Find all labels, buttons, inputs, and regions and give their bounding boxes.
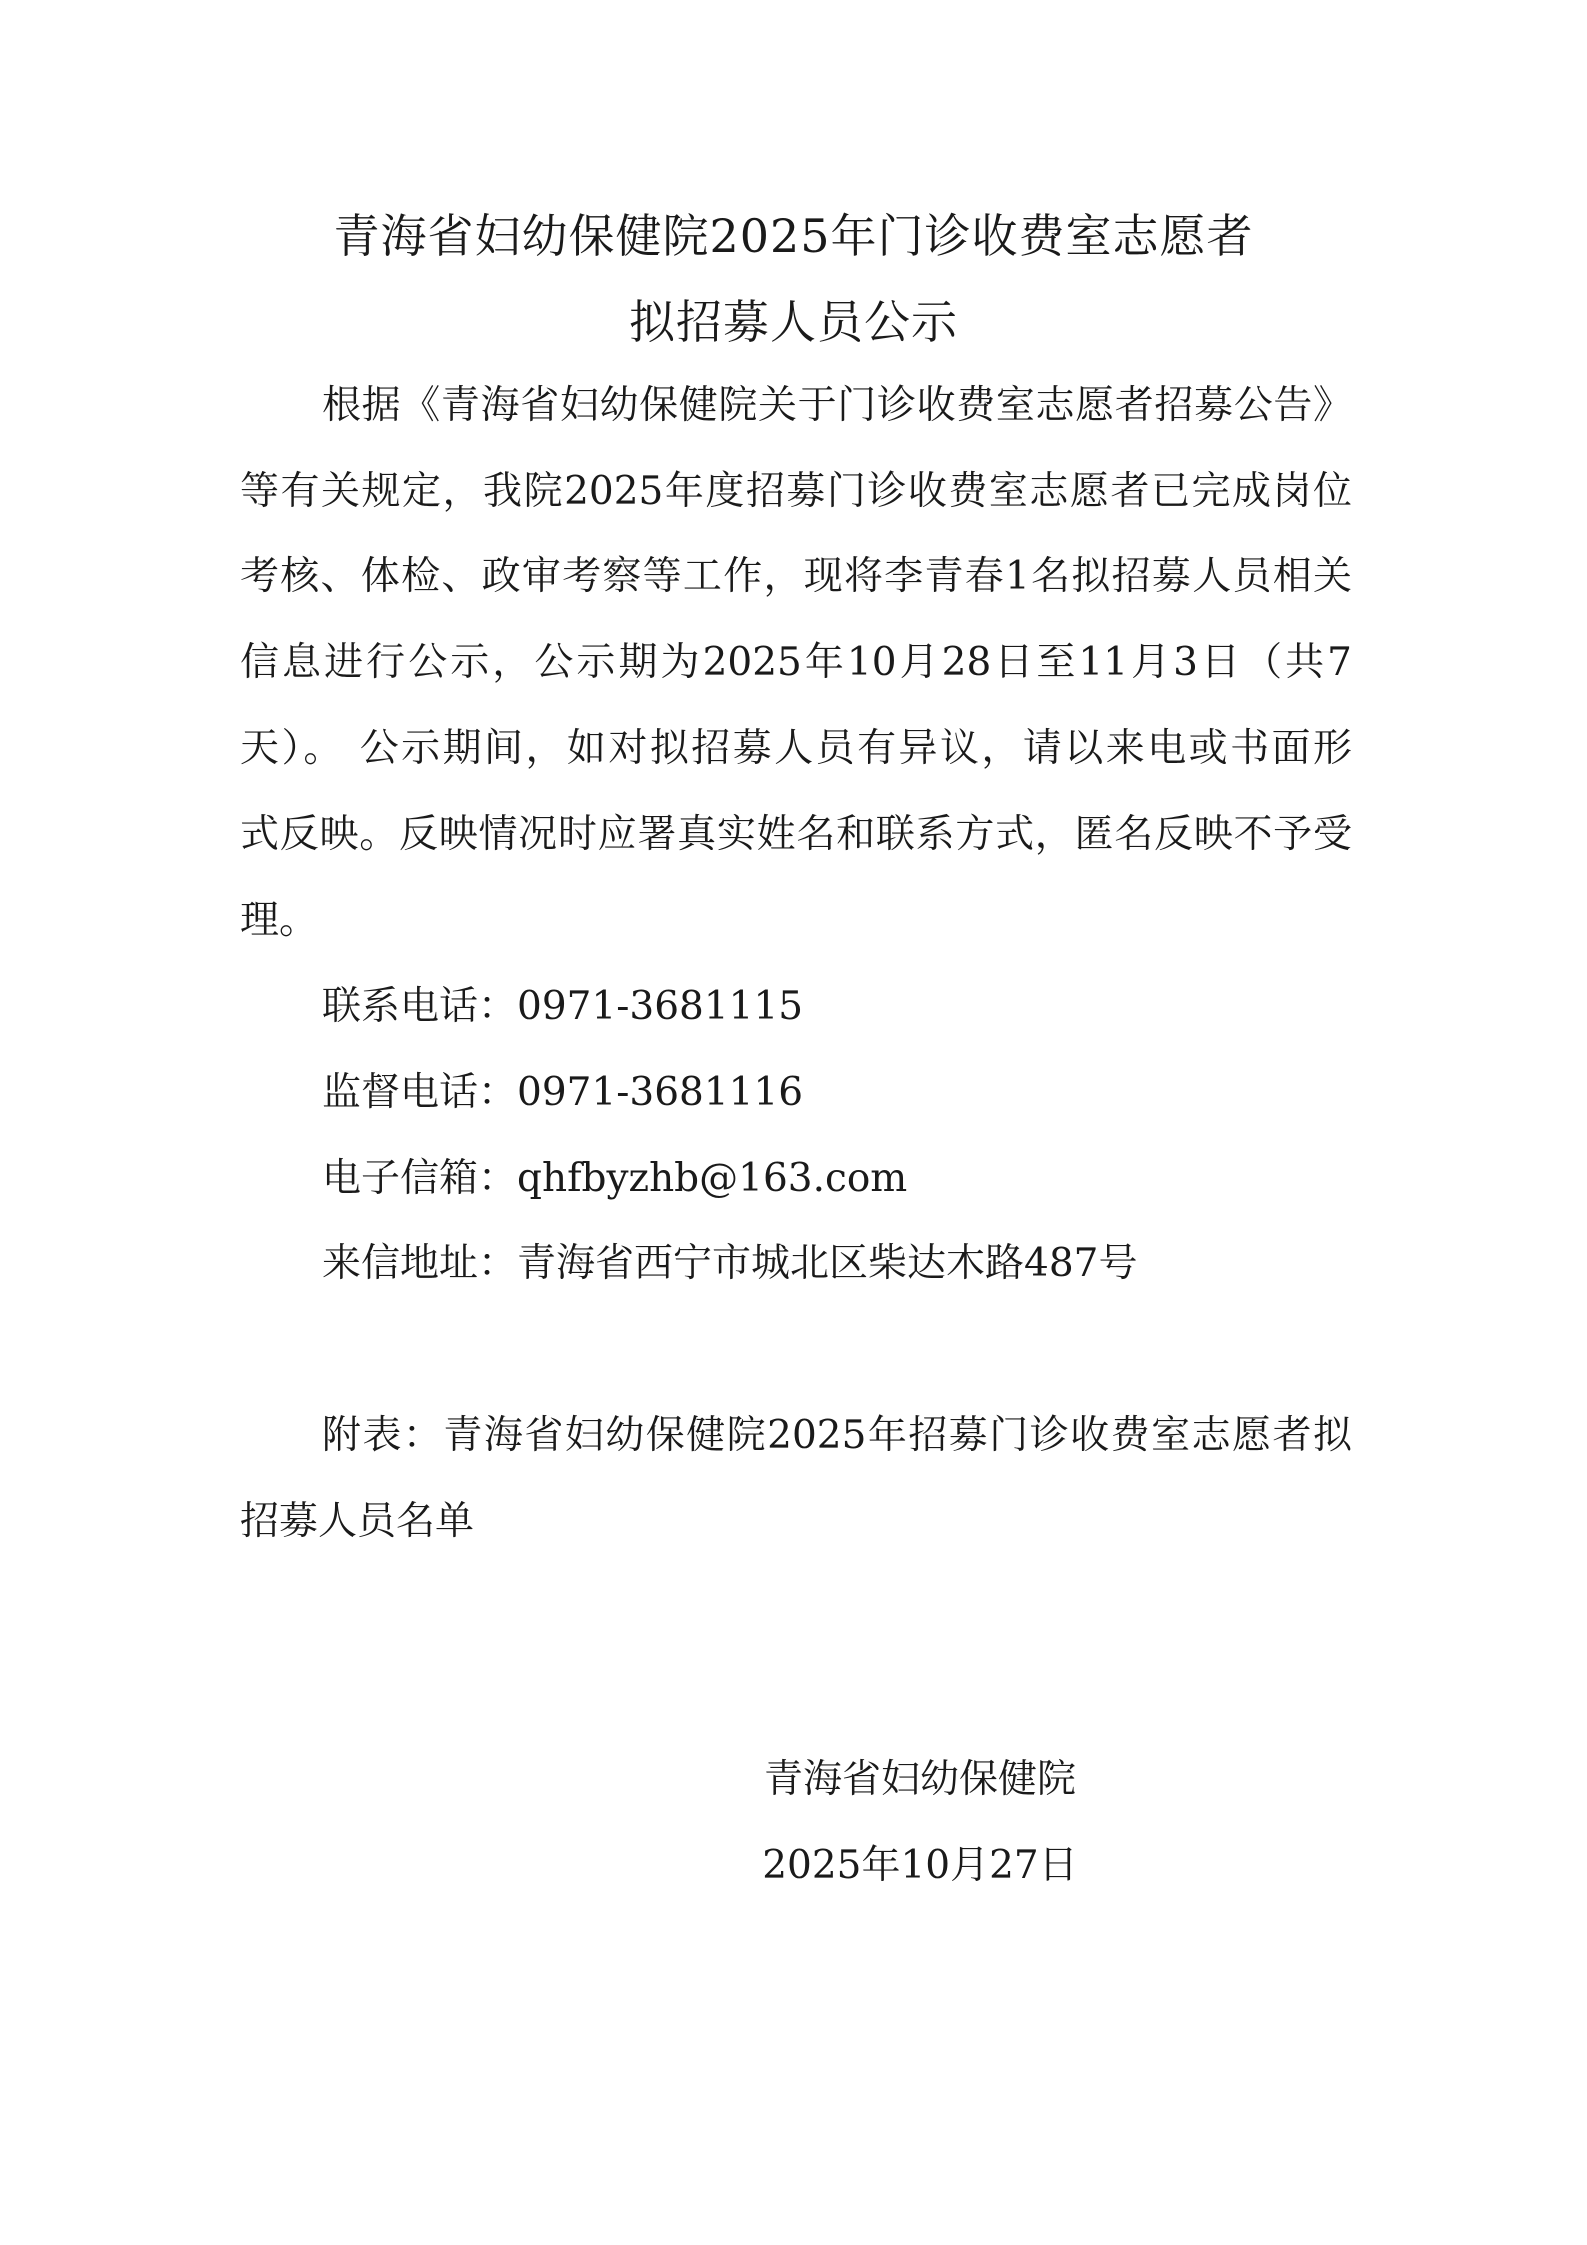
contact-phone: 联系电话：0971-3681115 <box>322 984 804 1029</box>
paragraph-line: 根据《青海省妇幼保健院关于门诊收费室志愿者招募公告》 <box>322 383 1352 428</box>
supervision-phone: 监督电话：0971-3681116 <box>322 1070 804 1115</box>
attachment-line-1: 附表：青海省妇幼保健院2025年招募门诊收费室志愿者拟 <box>322 1413 1352 1458</box>
attachment-line-2: 招募人员名单 <box>240 1499 475 1544</box>
paragraph-line: 式反映。反映情况时应署真实姓名和联系方式，匿名反映不予受 <box>240 812 1352 857</box>
paragraph-line: 考核、体检、政审考察等工作，现将李青春1名拟招募人员相关 <box>240 554 1352 599</box>
signature-date: 2025年10月27日 <box>762 1843 1078 1888</box>
signature-organization: 青海省妇幼保健院 <box>763 1757 1076 1802</box>
email-address: 电子信箱：qhfbyzhb@163.com <box>322 1156 908 1201</box>
paragraph-line: 信息进行公示，公示期为2025年10月28日至11月3日（共7 <box>240 640 1352 685</box>
mailing-address: 来信地址：青海省西宁市城北区柴达木路487号 <box>322 1241 1138 1286</box>
paragraph-line: 等有关规定，我院2025年度招募门诊收费室志愿者已完成岗位 <box>240 469 1352 514</box>
paragraph-line: 天）。 公示期间，如对拟招募人员有异议，请以来电或书面形 <box>240 726 1352 771</box>
paragraph-line: 理。 <box>240 898 319 943</box>
document-title-line-1: 青海省妇幼保健院2025年门诊收费室志愿者 <box>333 209 1254 263</box>
document-title-line-2: 拟招募人员公示 <box>629 295 958 349</box>
